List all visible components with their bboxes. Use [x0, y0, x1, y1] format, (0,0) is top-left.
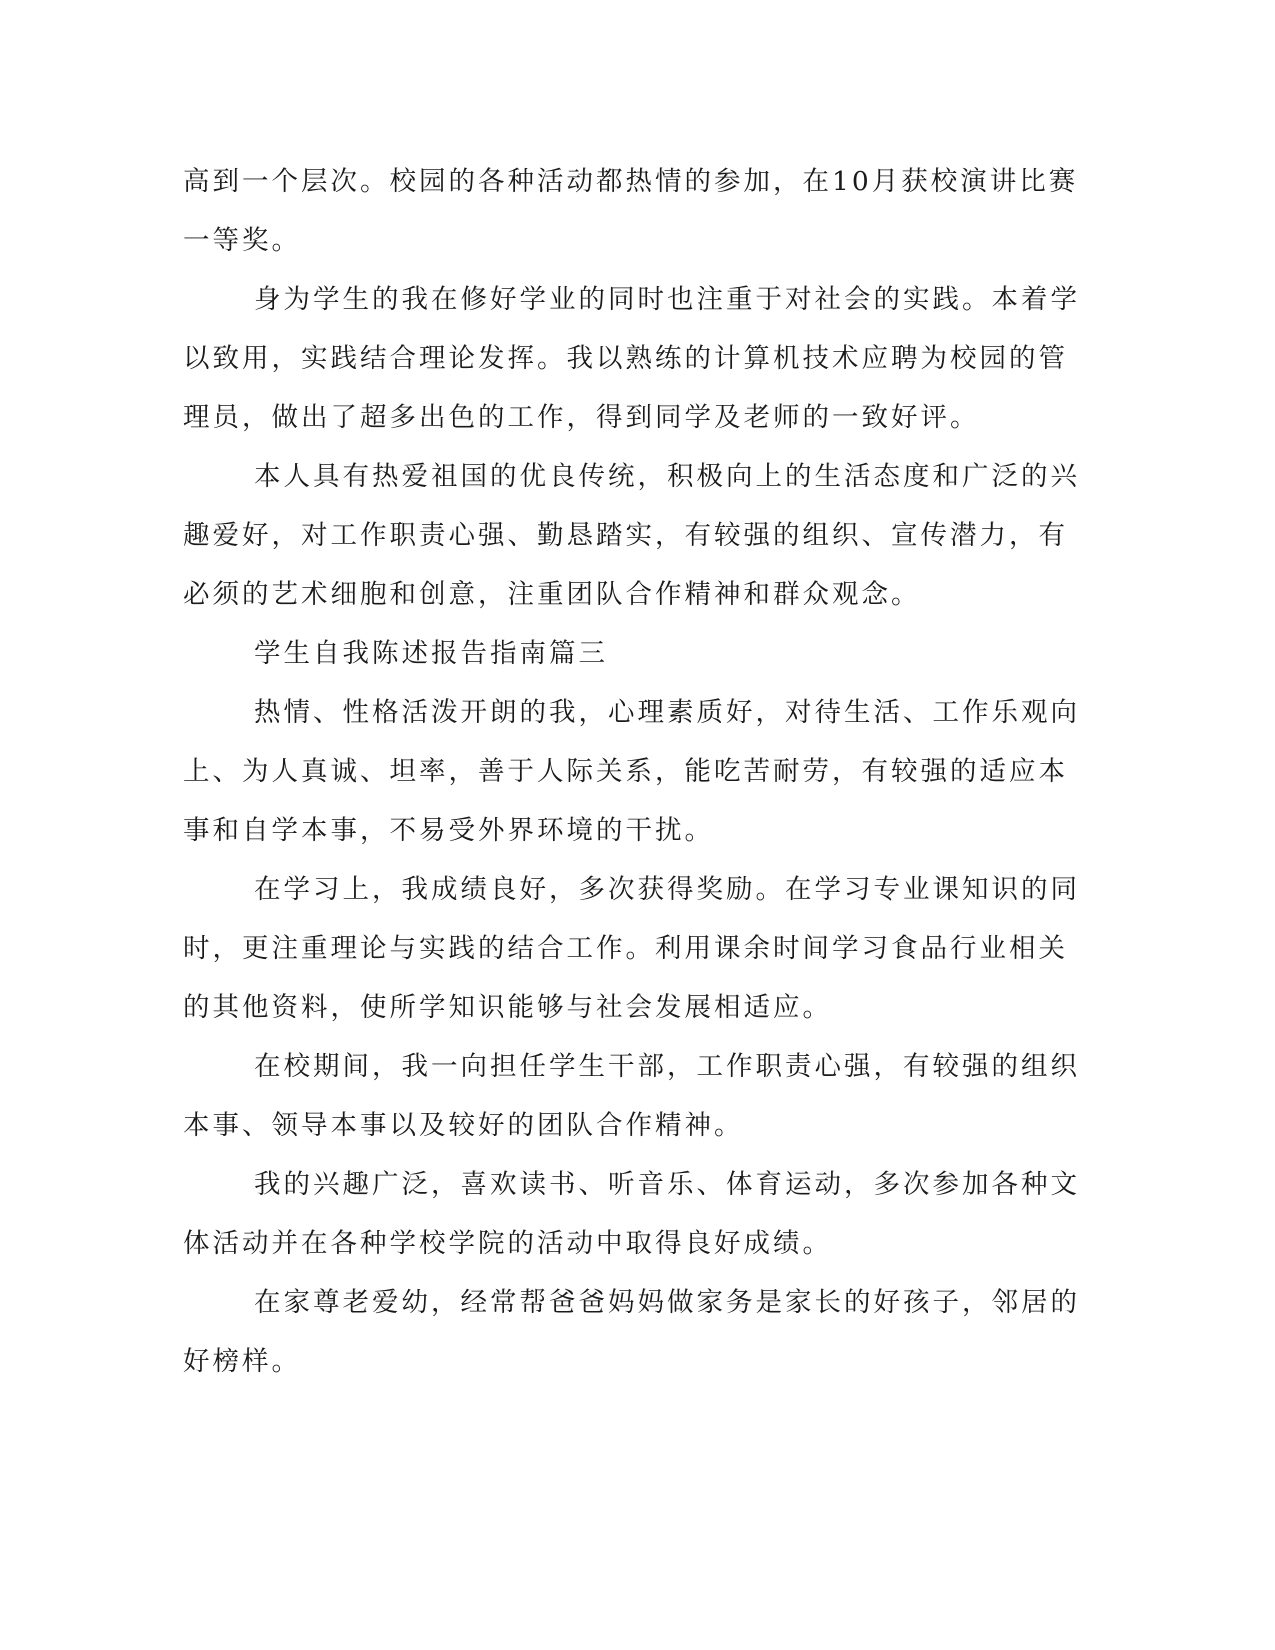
section-heading [183, 624, 1043, 683]
text-line: 理员，做出了超多出色的工作，得到同学及老师的一致好评。 [183, 402, 980, 433]
text-line: 上、为人真诚、坦率，善于人际关系，能吃苦耐劳，有较强的适应本 [183, 756, 1068, 787]
text-line: 以致用，实践结合理论发挥。我以熟练的计算机技术应聘为校园的管 [183, 343, 1068, 374]
paragraph [183, 1155, 1080, 1273]
paragraph [183, 1037, 1080, 1155]
text-line: 好榜样。 [183, 1346, 301, 1377]
text-line: 在学习上，我成绩良好，多次获得奖励。在学习专业课知识的同 [254, 874, 1080, 905]
text-line: 身为学生的我在修好学业的同时也注重于对社会的实践。本着学 [254, 284, 1080, 315]
paragraph [183, 447, 1080, 624]
text-line: 事和自学本事，不易受外界环境的干扰。 [183, 815, 714, 846]
text-line: 趣爱好，对工作职责心强、勤恳踏实，有较强的组织、宣传潜力，有 [183, 520, 1068, 551]
text-line: 时，更注重理论与实践的结合工作。利用课余时间学习食品行业相关 [183, 933, 1068, 964]
text-line: 在家尊老爱幼，经常帮爸爸妈妈做家务是家长的好孩子，邻居的 [254, 1287, 1080, 1318]
heading-text: 学生自我陈述报告指南篇三 [254, 638, 608, 669]
paragraph [183, 1273, 1080, 1391]
text-line: 体活动并在各种学校学院的活动中取得良好成绩。 [183, 1228, 832, 1259]
paragraph [183, 860, 1080, 1037]
text-line: 的其他资料，使所学知识能够与社会发展相适应。 [183, 992, 832, 1023]
text-line: 在校期间，我一向担任学生干部，工作职责心强，有较强的组织 [254, 1051, 1080, 1082]
text-line: 高到一个层次。校园的各种活动都热情的参加，在10月获校演讲比赛 [183, 166, 1079, 197]
text-line: 必须的艺术细胞和创意，注重团队合作精神和群众观念。 [183, 579, 921, 610]
text-line: 我的兴趣广泛，喜欢读书、听音乐、体育运动，多次参加各种文 [254, 1169, 1080, 1200]
text-line: 一等奖。 [183, 225, 301, 256]
paragraph [183, 152, 1079, 270]
text-line: 本事、领导本事以及较好的团队合作精神。 [183, 1110, 744, 1141]
paragraph [183, 270, 1080, 447]
document-body [183, 152, 1080, 1391]
paragraph [183, 683, 1080, 860]
text-line: 热情、性格活泼开朗的我，心理素质好，对待生活、工作乐观向 [254, 697, 1080, 728]
text-line: 本人具有热爱祖国的优良传统，积极向上的生活态度和广泛的兴 [254, 461, 1080, 492]
